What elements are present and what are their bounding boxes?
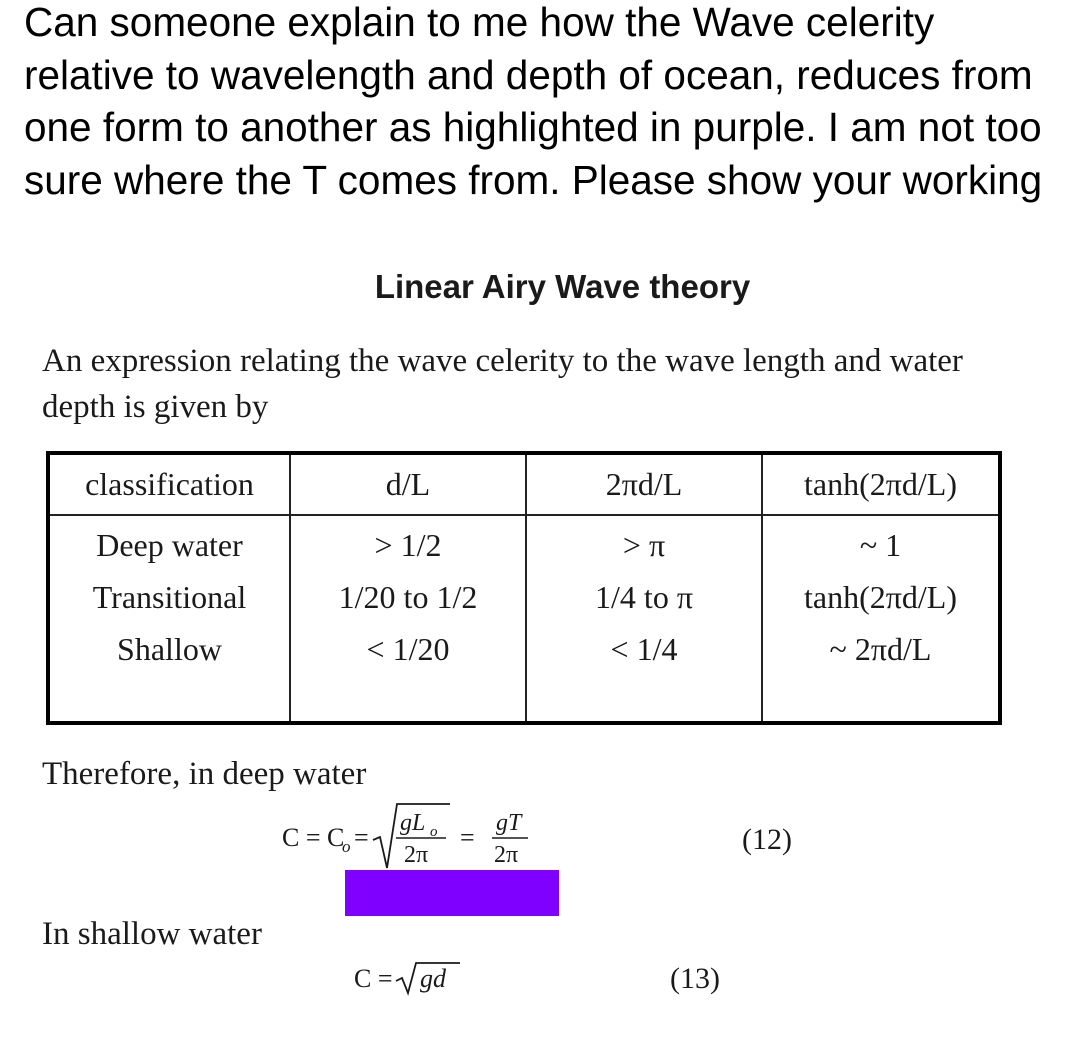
header-tanh: tanh(2πd/L)	[804, 466, 957, 502]
table-cell: ~ 1	[859, 527, 902, 563]
deep-water-label: Therefore, in deep water	[42, 756, 367, 792]
eq-lhs: C = C	[282, 823, 345, 852]
eq-num1: gL	[400, 810, 426, 836]
table-cell: ~ 2πd/L	[829, 631, 932, 667]
table-header-divider	[50, 514, 998, 516]
eq-sub: o	[342, 837, 351, 856]
table-cell: Transitional	[92, 579, 247, 615]
shallow-water-equation	[350, 955, 490, 1005]
table-cell: > 1/2	[374, 527, 442, 563]
eq-num2: gT	[496, 810, 522, 836]
header-2pi-d-over-l: 2πd/L	[605, 466, 683, 502]
eq-den2: 2π	[494, 842, 519, 868]
shallow-water-label: In shallow water	[42, 916, 262, 952]
equation-number-13: (13)	[670, 962, 720, 995]
eq-radicand: gd	[420, 964, 446, 993]
table-cell: 1/20 to 1/2	[338, 579, 478, 615]
table-cell: Deep water	[96, 527, 243, 563]
table-cell: < 1/4	[610, 631, 678, 667]
eq-lhs: C =	[354, 964, 393, 993]
eq-den1: 2π	[404, 842, 429, 868]
classification-table	[46, 451, 1002, 725]
table-cell: > π	[622, 527, 666, 563]
table-cell: 1/4 to π	[595, 579, 693, 615]
section-title: Linear Airy Wave theory	[374, 268, 751, 305]
eq-equals-2: =	[460, 823, 475, 852]
eq-num1-sub: o	[430, 824, 438, 840]
table-cell: Shallow	[117, 631, 222, 667]
table-cell: < 1/20	[366, 631, 450, 667]
deep-water-equation	[270, 800, 570, 880]
intro-paragraph: An expression relating the wave celerity to the wave length and water depth is given by	[42, 343, 963, 425]
question-text: Can someone explain to me how the Wave celerity relative to wavelength and depth of ocean, reduces from one form to another as highlighted in purple. I am not too sure where the T comes from. Please show your working	[24, 0, 1043, 203]
eq-equals: =	[354, 823, 369, 852]
header-d-over-l: d/L	[385, 466, 431, 502]
equation-number-12: (12)	[742, 823, 792, 856]
purple-highlight-marker	[345, 870, 559, 916]
table-cell: tanh(2πd/L)	[804, 579, 957, 615]
header-classification: classification	[85, 466, 254, 502]
